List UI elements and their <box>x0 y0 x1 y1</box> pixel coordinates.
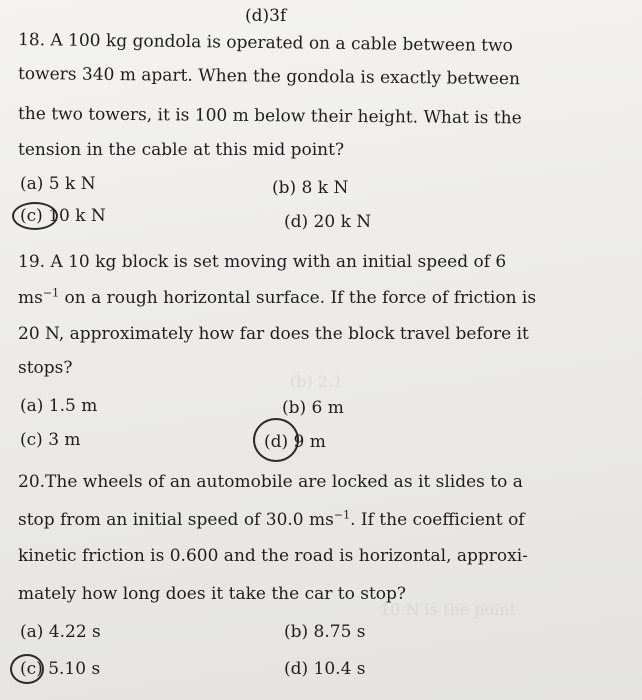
question-text-line: tension in the cable at this mid point? <box>18 140 345 160</box>
question-text-line: mately how long does it take the car to stop? <box>18 584 407 604</box>
unit-text: ms <box>18 288 43 308</box>
option-b: (b) 8 k N <box>272 178 349 198</box>
question-text-line: kinetic friction is 0.600 and the road is horizontal, approxi- <box>18 546 528 566</box>
exponent: −1 <box>333 508 351 522</box>
exponent: −1 <box>42 286 60 300</box>
option-d: (d) 10.4 s <box>284 659 366 679</box>
option-a: (a) 4.22 s <box>20 622 101 642</box>
option-a: (a) 1.5 m <box>20 396 98 416</box>
question-text-line <box>18 510 525 530</box>
option-d: (d) 20 k N <box>284 212 372 232</box>
question-text: on a rough horizontal surface. If the force of friction is <box>59 288 537 308</box>
bleed-through-text: 10 N is the point <box>380 600 516 619</box>
option-a: (a) 5 k N <box>20 174 96 194</box>
question-text-line: the two towers, it is 100 m below their height. What is the <box>17 104 522 129</box>
question-text-line <box>18 288 536 308</box>
question-text: . If the coefficient of <box>350 510 525 530</box>
question-text-line: 20.The wheels of an automobile are locked as it slides to a <box>18 472 523 492</box>
option-d: (d) 9 m <box>264 432 326 452</box>
question-text-line: 18. A 100 kg gondola is operated on a cable between two <box>17 30 513 57</box>
option-b: (b) 6 m <box>282 398 344 418</box>
bleed-through-text: (b) 2.1 <box>290 372 344 391</box>
question-text-line: stops? <box>18 358 73 378</box>
option-c: (c) 3 m <box>20 430 81 450</box>
option-c: (c) 10 k N <box>20 206 106 226</box>
question-text-line: 20 N, approximately how far does the block travel before it <box>18 324 529 344</box>
question-text-line: towers 340 m apart. When the gondola is exactly between <box>17 64 521 90</box>
question-text-line: 19. A 10 kg block is set moving with an initial speed of 6 <box>18 252 507 272</box>
option-b: (b) 8.75 s <box>284 622 366 642</box>
header-fragment: (d)3f <box>245 6 287 26</box>
option-c: (c) 5.10 s <box>20 659 101 679</box>
question-text: stop from an initial speed of 30.0 ms <box>18 510 334 530</box>
